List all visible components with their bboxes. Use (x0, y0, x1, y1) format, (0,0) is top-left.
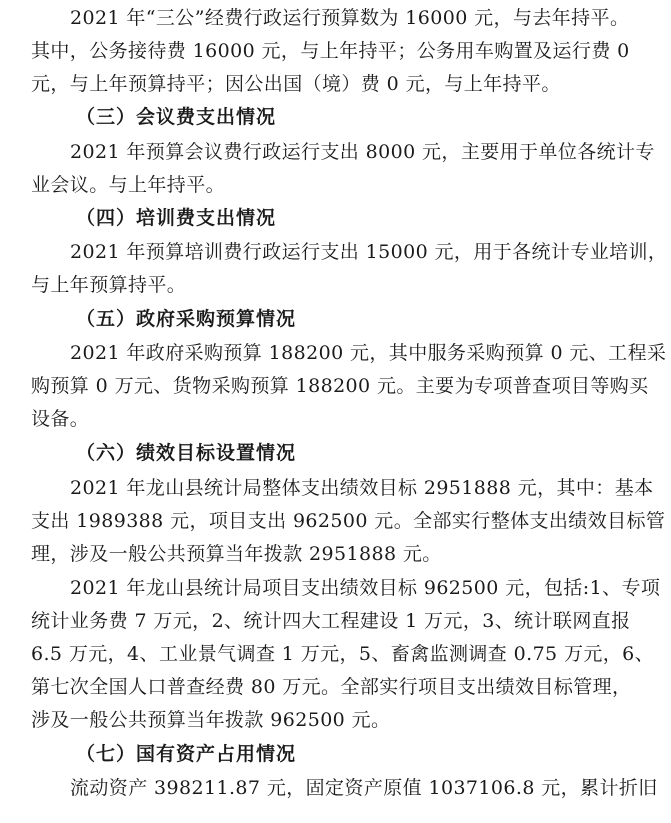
body-line-5: 业会议。与上年持平。 (31, 174, 226, 196)
body-line-3: 元，与上年预算持平；因公出国（境）费 0 元，与上年持平。 (31, 73, 561, 95)
section-heading-6: （六）绩效目标设置情况 (76, 442, 297, 464)
body-line-1: 2021 年“三公”经费行政运行预算数为 16000 元，与去年持平。 (70, 7, 630, 29)
body-line-6: 2021 年预算培训费行政运行支出 15000 元，用于各统计专业培训， (70, 241, 668, 263)
body-line-8: 2021 年政府采购预算 188200 元，其中服务采购预算 0 元、工程采 (70, 342, 667, 364)
body-line-19: 流动资产 398211.87 元，固定资产原值 1037106.8 元，累计折旧 (70, 777, 658, 799)
body-line-16: 6.5 万元，4、工业景气调查 1 万元，5、畜禽监测调查 0.75 万元，6、 (31, 643, 655, 665)
body-line-18: 涉及一般公共预算当年拨款 962500 元。 (31, 709, 391, 731)
body-line-15: 统计业务费 7 万元，2、统计四大工程建设 1 万元，3、统计联网直报 (31, 610, 631, 632)
section-heading-5: （五）政府采购预算情况 (76, 308, 297, 330)
section-heading-3: （三）会议费支出情况 (76, 106, 277, 128)
body-line-17: 第七次全国人口普查经费 80 万元。全部实行项目支出绩效目标管理， (31, 676, 632, 698)
body-line-13: 理，涉及一般公共预算当年拨款 2951888 元。 (31, 543, 442, 565)
section-heading-7: （七）国有资产占用情况 (76, 743, 297, 765)
section-heading-4: （四）培训费支出情况 (76, 207, 277, 229)
body-line-4: 2021 年预算会议费行政运行支出 8000 元，主要用于单位各统计专 (70, 141, 655, 163)
body-line-7: 与上年预算持平。 (31, 274, 187, 296)
body-line-9: 购预算 0 万元、货物采购预算 188200 元。主要为专项普查项目等购买 (31, 375, 649, 397)
body-line-12: 支出 1989388 元，项目支出 962500 元。全部实行整体支出绩效目标管 (31, 510, 666, 532)
body-line-11: 2021 年龙山县统计局整体支出绩效目标 2951888 元，其中：基本 (70, 477, 654, 499)
body-line-2: 其中，公务接待费 16000 元，与上年持平；公务用车购置及运行费 0 (31, 40, 630, 62)
body-line-14: 2021 年龙山县统计局项目支出绩效目标 962500 元，包括:1、专项 (70, 577, 661, 599)
body-line-10: 设备。 (31, 408, 90, 430)
